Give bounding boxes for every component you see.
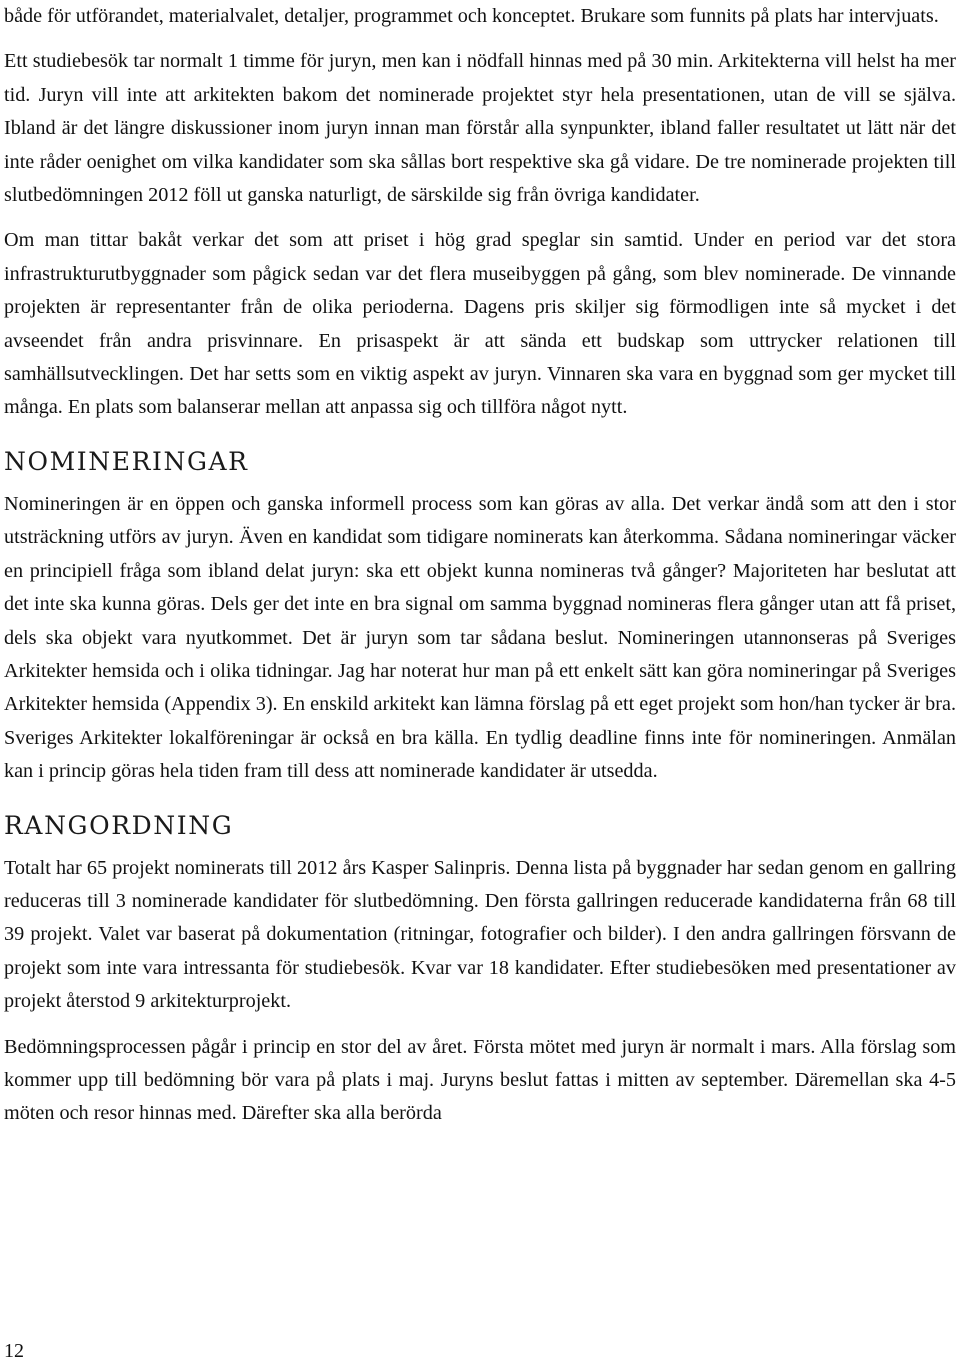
paragraph-nomineringar: Nomineringen är en öppen och ganska informell process som kan göras av alla. Det verkar ändå som att den i stor utsträckning utförs av juryn. Även en kandidat som tidigare nominerats kan återkomma. Sådana nomineringar väcker en principiell fråga som ibland delat juryn: ska ett objekt kunna nomineras två gånger? Majoriteten har beslutat att det inte ska kunna göras. Dels ger det inte en bra signal om samma byggnad nomineras flera gånger utan att få priset, dels ska objekt vara nyutkommet. Det är juryn som tar sådana beslut. Nomineringen utannonseras på Sveriges Arkitekter hemsida och i olika tidningar. Jag har noterat hur man på ett enkelt sätt kan göra nomineringar på Sveriges Arkitekter hemsida (Appendix 3). En enskild arkitekt kan lämna förslag på ett eget projekt som hon/han tycker är bra. Sveriges Arkitekter lokalföreningar är också en bra källa. En tydlig deadline finns inte för nomineringen. Anmälan kan i princip göras hela tiden fram till dess att nominerade kandidater är utsedda. (4, 492, 956, 783)
document-page (4, 0, 956, 1131)
section-heading-nomineringar: NOMINERINGAR (4, 446, 249, 476)
paragraph-prize-reflection: Om man tittar bakåt verkar det som att priset i hög grad speglar sin samtid. Under en period var det stora infrastrukturutbyggnader som pågick sedan var det flera museibyggen på gång, som blev nominerade. De vinnande projekten är representanter från de olika perioderna. Dagens pris skiljer sig förmodligen inte så mycket i det avseendet från andra prisvinnare. En prisaspekt är att sända ett budskap som uttrycker relationen till samhällsutvecklingen. Det har setts som en viktig aspekt av juryn. Vinnaren ska vara en byggnad som ger mycket till många. En plats som balanserar mellan att anpassa sig och tillföra något nytt. (4, 229, 956, 419)
page-number: 12 (4, 1340, 24, 1362)
paragraph-rangordning-selection: Totalt har 65 projekt nominerats till 2012 års Kasper Salinpris. Denna lista på byggnader har sedan genom en gallring reduceras till 3 nominerade kandidater för slutbedömning. Den första gallringen reducerade kandidaterna från 68 till 39 projekt. Valet var baserat på dokumentation (ritningar, fotografier och bilder). I den andra gallringen försvann de projekt som inte vara intressanta för studiebesök. Kvar var 18 kandidater. Efter studiebesöken med presentationer av projekt återstod 9 arkitekturprojekt. (4, 856, 956, 1013)
paragraph-rangordning-process: Bedömningsprocessen pågår i princip en stor del av året. Första mötet med juryn är normalt i mars. Alla förslag som kommer upp till bedömning bör vara på plats i maj. Juryns beslut fattas i mitten av september. Däremellan ska 4-5 möten och resor hinnas med. Därefter ska alla berörda (4, 1035, 956, 1125)
section-heading-rangordning: RANGORDNING (4, 810, 234, 840)
paragraph-intro-continued: både för utförandet, materialvalet, detaljer, programmet och konceptet. Brukare som funnits på plats har intervjuats. (4, 5, 939, 27)
paragraph-study-visit: Ett studiebesök tar normalt 1 timme för juryn, men kan i nödfall hinnas med på 30 min. Arkitekterna vill helst ha mer tid. Juryn vill inte att arkitekten bakom det nominerade projektet styr hela presentationen, utan de vill se själva. Ibland är det längre diskussioner inom juryn innan man förstår alla synpunkter, ibland faller resultatet ut lätt när det inte råder oenighet om vilka kandidater som ska sållas bort respektive ska gå vidare. De tre nominerade projekten till slutbedömningen 2012 föll ut ganska naturligt, de särskilde sig från övriga kandidater. (4, 50, 956, 207)
